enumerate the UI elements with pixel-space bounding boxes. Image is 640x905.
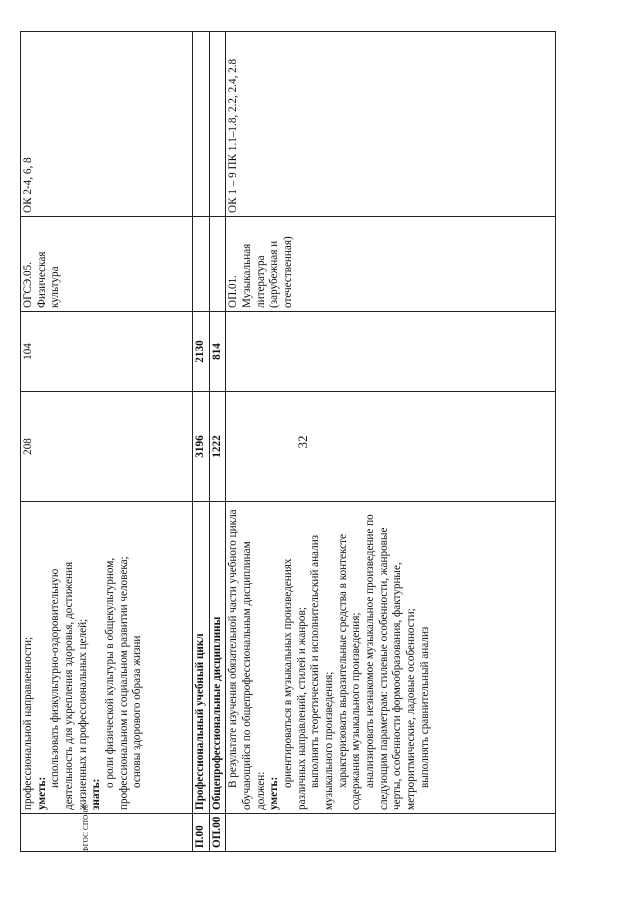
cell-required-hours: 104 bbox=[21, 312, 193, 392]
content-line: Общепрофессиональные дисциплины bbox=[210, 616, 223, 810]
table-row bbox=[193, 32, 210, 852]
cell-max-hours: 3196 bbox=[193, 392, 210, 502]
cell-discipline: ОГСЭ.05. Физическая культура bbox=[21, 217, 193, 312]
cell-content bbox=[209, 502, 226, 814]
content-line: знать: bbox=[90, 778, 103, 810]
cell-code bbox=[21, 814, 193, 852]
content-line: анализировать незнакомое музыкальное произведение по следующим параметрам: стилевые особенности, жанровые черты, особенности формообразования, фактурные, метроритмические, ладовые особенности; bbox=[363, 514, 417, 810]
content-line: уметь: bbox=[268, 776, 281, 810]
cell-competencies: ОК 2-4, 6, 8 bbox=[21, 32, 193, 217]
cell-required-hours: 2130 bbox=[193, 312, 210, 392]
table-body bbox=[21, 32, 556, 852]
cell-code bbox=[226, 814, 556, 852]
content-line: характеризовать выразительные средства в контексте содержания музыкального произведения; bbox=[336, 534, 363, 810]
cell-max-hours bbox=[226, 392, 556, 502]
cell-content bbox=[21, 502, 193, 814]
footer-code: ФГОС СПО-06 bbox=[82, 804, 90, 852]
page-number: 32 bbox=[295, 435, 310, 449]
content-line: использовать физкультурно-оздоровительную деятельность для укрепления здоровья, достижения жизненных и профессиональных целей; bbox=[49, 561, 89, 810]
cell-competencies: ОК 1 – 9 ПК 1.1–1.8, 2.2, 2.4, 2.8 bbox=[226, 32, 556, 217]
content-line: Профессиональный учебный цикл bbox=[194, 633, 206, 810]
cell-code: ОП.00 bbox=[209, 814, 226, 852]
cell-competencies bbox=[193, 32, 210, 217]
table-row bbox=[226, 32, 556, 852]
content-line: уметь: bbox=[35, 776, 48, 810]
content-line: выполнять сравнительный анализ bbox=[418, 626, 431, 788]
table-row bbox=[21, 32, 193, 852]
content-line: В результате изучения обязательной части учебного цикла обучающийся по общепрофессиональным дисциплинам должен: bbox=[227, 509, 267, 810]
rotated-table-wrapper bbox=[20, 32, 580, 852]
cell-competencies bbox=[209, 32, 226, 217]
cell-discipline: ОП.01. Музыкальная литература (зарубежная и отечественная) bbox=[226, 217, 556, 312]
cell-required-hours bbox=[226, 312, 556, 392]
content-line: выполнять теоретический и исполнительский анализ музыкального произведения; bbox=[309, 534, 335, 810]
cell-max-hours: 208 bbox=[21, 392, 193, 502]
content-line: профессиональной направленности; bbox=[22, 636, 34, 810]
table-row bbox=[209, 32, 226, 852]
cell-max-hours: 1222 bbox=[209, 392, 226, 502]
cell-required-hours: 814 bbox=[209, 312, 226, 392]
standard-table bbox=[20, 31, 556, 852]
cell-discipline bbox=[209, 217, 226, 312]
content-line: ориентироваться в музыкальных произведениях различных направлений, стилей и жанров; bbox=[281, 558, 308, 810]
content-line: о роли физической культуры в общекультурном, профессиональном и социальном развитии человека; bbox=[103, 556, 130, 810]
cell-content bbox=[193, 502, 210, 814]
cell-code: П.00 bbox=[193, 814, 210, 852]
content-line: основы здорового образа жизни bbox=[131, 635, 144, 788]
cell-content bbox=[226, 502, 556, 814]
cell-discipline bbox=[193, 217, 210, 312]
